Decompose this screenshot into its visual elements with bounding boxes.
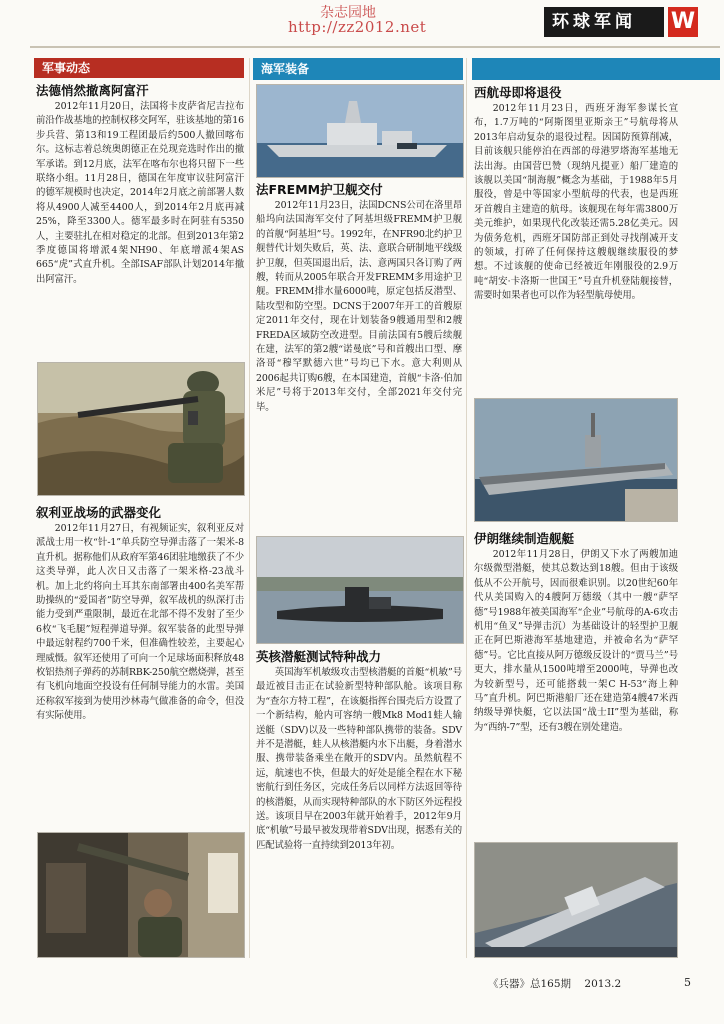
article-spain [474,84,678,304]
article-body: 英国海军机敏级攻击型核潜艇的首艇“机敏”号最近被目击正在试验新型特种部队舱。该项目称为“查尔方特工程”，在该艇指挥台围壳后方设置了一个新结构，舱内可容纳一艘Mk8 Mod1蛙人输送艇（SDV)以及一些特种部队携带的装备。SDV并不是潜艇，蛙人从核潜艇内水下出艇，身着潜水服、携带装备乘坐在敞开的SDV内。虽然航程不远，航速也不快，但最大的好处是能全程在水下秘密航行到任务区，完成任务后以同样方法返回等待的核潜艇，从而实现特种部队的水下防区外远程投送。该项目早在2003年就开始着手，2012年9月底“机敏”号最早被发现带着SDV出现，据悉有关的匹配试验将一直持续到2013年初。 [256,667,462,851]
right-header-band [472,58,720,80]
frigate-photo [256,84,464,178]
article-title: 法FREMM护卫舰交付 [256,182,383,197]
article-title: 伊朗继续制造舰艇 [474,531,575,546]
column-divider [466,58,467,958]
brand-text: 环球军闻 [544,7,664,37]
missile-soldier-photo [37,832,245,958]
article-iran [474,530,678,735]
article-astute [256,648,462,853]
magazine-date: 2013.2 [584,978,622,990]
article-syria [36,504,244,724]
article-body: 2012年11月28日，伊朗又下水了两艘加迪尔级微型潜艇，使其总数达到18艘。但由于该级低从不公开航号，因而很难识别。以20世纪60年代从美国购入的4艘阿万德级（其中一艘“萨罕德”号1988年被美国海军“企业”号航母的A-6攻击机用“鱼叉”导弹击沉）为基础设计的轻型护卫舰正在阿巴斯港海军基地建造，并被命名为“萨罕德”号。它比直接从阿万德级反设计的“贾马兰”号更大，排水量从1500吨增至2000吨，导弹也改为较新型号，还可能搭载一架C H-53“海上种马”直升机。阿巴斯港船厂还在建造第4艘47米西纳级导弹快艇，它以法国“战士II”型为基础，称为“西纳-7”型，还有3艘在别处建造。 [474,549,678,733]
magazine-issue: 《兵器》总165期 [488,978,572,990]
carrier-photo [474,398,678,522]
section-bar-naval: 海军装备 [253,58,463,80]
section-bar-military: 军事动态 [34,58,244,78]
article-body: 2012年11月20日，法国将卡皮萨省尼吉拉布前沿作战基地的控制权移交阿军，驻该基地的第16步兵营、第13和19工程团最后约500人撤回喀布尔。这标志着总统奥朗德正在兑现竞选时作出的撤军承诺。到12月底，法军在喀布尔也将只留下一些联络小组。11月28日，德国在年度审议驻阿富汗的德军规模时也决定，2014年2月底之前部署人数将从4900人减至4400人，到2014年2月底再减25%，降至3300人。德军最多时在阿驻有5350人，主要驻扎在相对稳定的北部。但到2013年第2季度德国将增派4架NH90、年底增派4架AS 665“虎”式直升机。全部ISAF部队计划2014年撤出阿富汗。 [36,101,244,285]
article-body: 2012年11月23日，西班牙海军参谋长宣布，1.7万吨的“阿斯图里亚斯亲王”号航母将从2013年启动复杂的退役过程。因国防预算削减，目前该舰只能停泊在西部的母港罗塔海军基地无法出海。由国营巴赞（现纳凡提亚）船厂建造的该舰以美国“制海舰”概念为基础，于1988年5月服役，曾是中等国家小型航母的代表，也是西班牙首艘自主建造的航母。该舰现在每年需3800万美元维护，如果现代化改装还需5.28亿美元。因为债务危机，西班牙国防部正到处寻找削减开支的领域，打碎了任何保持这艘舰继续服役的梦想。不过该舰的使命已经被近年刚服役的2.9万吨“胡安·卡洛斯一世国王”号直升机登陆舰接替，需要时如果者也可以作为轻型航母使用。 [474,103,678,302]
article-body: 2012年11月23日，法国DCNS公司在洛里昂船坞向法国海军交付了阿基坦级FREMM护卫舰的首舰“阿基坦”号。1992年，在NFR90北约护卫舰替代计划失败后，英、法、意联合研制地平线级护卫舰，但英国退出后，法、意两国只各订购了两艘，转而从2005年联合开发FREMM多用途护卫舰。FREMM排水量6000吨，原定包括反潜型、陆攻型和防空型。DCNS于2007年开工的首艘原定2011年交付，现在计划装备9艘通用型和2艘FREDA区域防空改进型。目前法国有5艘后续舰在建，法军的第2艘“诺曼底”号和首艘出口型、摩洛哥“穆罕默德六世”号均已下水。意大利则从2006起共订购6艘，在本国建造，首舰“卡洛·伯加米尼”号将于2013年交付，全部2021年交付完毕。 [256,200,462,413]
article-afghanistan [36,82,244,287]
column-divider [249,58,250,958]
header-divider [30,46,720,48]
page-number: 5 [684,976,691,989]
brand-logo [544,6,716,38]
article-title: 英核潜艇测试特种战力 [256,649,382,664]
magazine-footer [488,976,621,991]
iranian-warship-photo [474,842,678,958]
article-title: 西航母即将退役 [474,85,562,100]
watermark-url: http://zz2012.net [288,18,427,36]
article-title: 叙利亚战场的武器变化 [36,505,162,520]
brand-letter: W [668,7,698,37]
soldier-photo [37,362,245,496]
article-title: 法德悄然撤离阿富汗 [36,83,149,98]
watermark-name: 杂志园地 [320,5,376,21]
article-fremm [256,181,462,415]
article-body: 2012年11月27日，有视频证实，叙利亚反对派战士用一枚“针-1”单兵防空导弹击落了一架米-8直升机。据称他们从政府军第46团驻地缴获了不少这类导弹，此人次日又击落了一架米格-23战斗机。加上北约将向土耳其东南部署由400名美军帮助操纵的“爱国者”防空导弹，叙军战机的纵深打击能力受到严重限制，最近在北部不得不发射了至少6枚“飞毛腿”短程弹道导弹。叙军装备的此型导弹中最远射程约700千米，但准确性较差，主要起心理威慑。叙军还使用了可向一个足球场面积释放48枚铝热剂子弹药的苏制RBK-250航空燃烧弹，甚至有飞机向地面空投设有任何制导能力的水雷。美国还称叙军接到为使用沙林毒气做准备的命令，但没有实际使用。 [36,523,244,722]
submarine-photo [256,536,464,644]
